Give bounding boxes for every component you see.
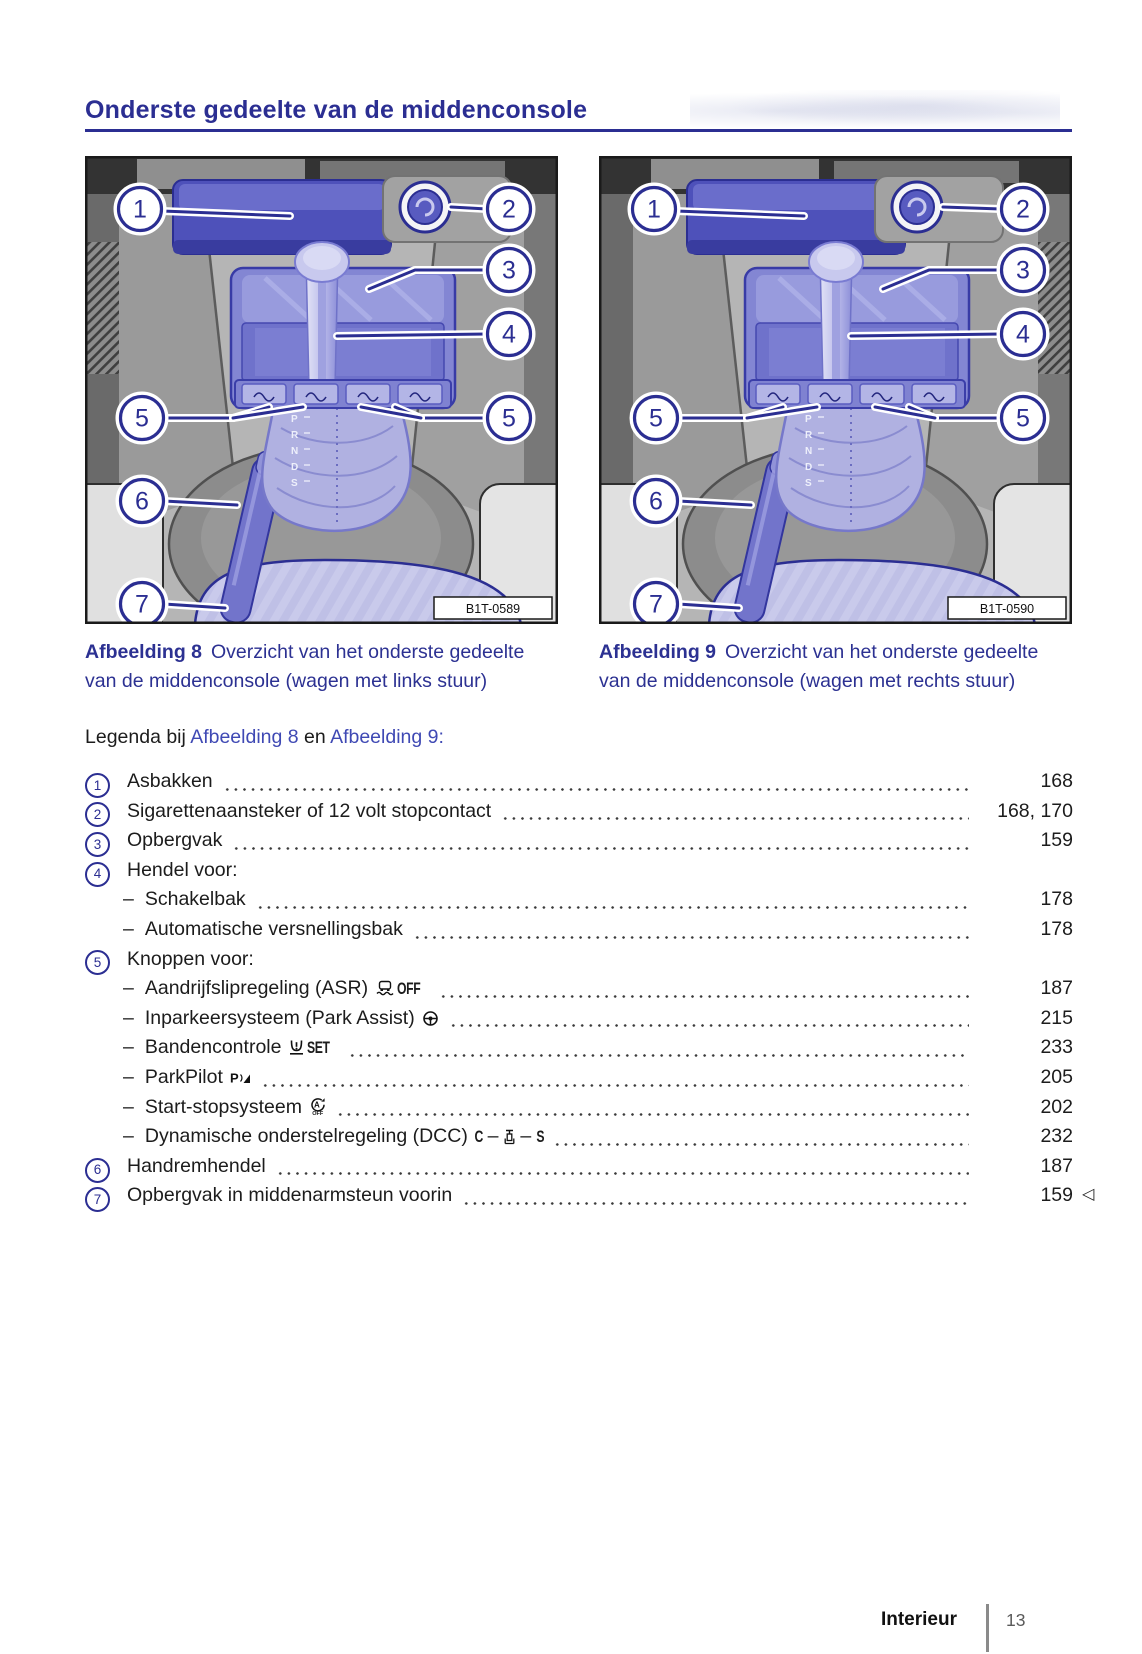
- legend-item-number-badge: 6: [85, 1158, 110, 1183]
- section-end-triangle: ◁: [1082, 1184, 1095, 1204]
- figure-8-caption: [85, 638, 558, 696]
- legend-row: [85, 800, 1073, 830]
- legend-item-icons: [375, 977, 429, 1000]
- svg-text:4: 4: [1016, 320, 1030, 349]
- dotted-leader: [276, 1169, 969, 1178]
- svg-text:1: 1: [133, 195, 147, 224]
- legend-page-reference: 178: [1040, 917, 1073, 940]
- legend-row: [85, 918, 1073, 948]
- legend-dash-bullet: –: [123, 1125, 134, 1148]
- dotted-leader: [232, 844, 969, 853]
- legend-row: [85, 829, 1073, 859]
- legend-page-reference: 233: [1040, 1036, 1073, 1059]
- svg-text:N: N: [291, 446, 299, 457]
- legend-page-reference: 159 ◁: [1040, 1184, 1095, 1207]
- legend-item-number-badge: 4: [85, 862, 110, 887]
- legend-dash-bullet: –: [123, 1065, 134, 1088]
- svg-text:3: 3: [502, 256, 516, 285]
- svg-text:5: 5: [502, 404, 516, 433]
- legend-item-number-badge: 1: [85, 773, 110, 798]
- legend-item-label: Automatische versnellingsbak: [144, 917, 403, 940]
- legend-item-label: Asbakken: [127, 770, 213, 792]
- asr-text-label: OFF: [397, 980, 421, 999]
- legend-row: [85, 948, 1073, 978]
- svg-text:R: R: [291, 430, 299, 441]
- svg-text:B1T-0589: B1T-0589: [465, 602, 521, 616]
- svg-text:5: 5: [135, 404, 149, 433]
- legend-page-reference: 168, 170: [997, 799, 1073, 822]
- legend-item-icons: C – – S: [474, 1125, 544, 1148]
- svg-text:6: 6: [135, 487, 149, 516]
- legend-list: [85, 770, 1095, 1214]
- legend-item-number-badge: 5: [85, 950, 110, 975]
- svg-text:B1T-0590: B1T-0590: [979, 602, 1035, 616]
- legend-item-label: Hendel voor:: [127, 858, 238, 881]
- legend-item-label: Aandrijfslipregeling (ASR): [144, 977, 369, 1000]
- svg-text:P: P: [229, 1070, 239, 1086]
- parkpilot-icon: [230, 1070, 251, 1086]
- legend-item-number-badge: 2: [85, 802, 110, 827]
- figure-9-reference-link[interactable]: Afbeelding 9:: [330, 726, 444, 748]
- page-title: Onderste gedeelte van de middenconsole: [85, 96, 588, 124]
- legend-dash-bullet: –: [123, 977, 134, 1000]
- legend-row: [85, 770, 1073, 800]
- figure-9-caption: [599, 638, 1072, 696]
- legend-row: [85, 1066, 1073, 1096]
- legend-item-label: Sigarettenaansteker of 12 volt stopcontact: [127, 799, 492, 822]
- legend-item-label: Opbergvak in middenarmsteun voorin: [127, 1184, 453, 1207]
- scan-smudge: [690, 90, 1060, 128]
- svg-text:P: P: [805, 414, 812, 425]
- legend-dash-bullet: –: [123, 917, 134, 940]
- dotted-leader: [223, 785, 969, 794]
- legend-item-icons: [422, 1007, 439, 1030]
- dotted-leader: [261, 1081, 969, 1090]
- svg-text:S: S: [805, 478, 812, 489]
- legend-page-reference: 187: [1040, 1154, 1073, 1177]
- svg-text:2: 2: [1016, 195, 1030, 224]
- legend-dash-bullet: –: [123, 1006, 134, 1029]
- svg-text:N: N: [805, 446, 813, 457]
- dotted-leader: [256, 903, 969, 912]
- svg-text:7: 7: [135, 590, 149, 619]
- damper-icon: [504, 1129, 515, 1145]
- dotted-leader: [553, 1140, 969, 1149]
- legend-row: [85, 1155, 1073, 1185]
- legend-item-icons: [288, 1036, 338, 1059]
- tpms-text-label: SET: [307, 1039, 331, 1058]
- svg-text:D: D: [805, 462, 813, 473]
- legend-row: [85, 1007, 1073, 1037]
- svg-text:4: 4: [502, 320, 516, 349]
- svg-text:1: 1: [647, 195, 661, 224]
- dotted-leader: [439, 992, 969, 1001]
- dcc-comfort-label: C: [474, 1128, 483, 1147]
- legend-page-reference: 202: [1040, 1095, 1073, 1118]
- legend-row: [85, 859, 1073, 889]
- legend-row: [85, 1125, 1073, 1155]
- legend-item-label: Bandencontrole: [144, 1036, 282, 1059]
- legend-item-label: Schakelbak: [144, 888, 246, 911]
- figure-8-illustration: [85, 156, 558, 624]
- footer-section-title: Interieur: [880, 1609, 957, 1630]
- dotted-leader: [501, 814, 969, 823]
- legend-dash-bullet: –: [123, 1095, 134, 1118]
- asr-off-icon: [375, 980, 395, 997]
- svg-text:OFF: OFF: [312, 1110, 324, 1116]
- legend-item-label: Opbergvak: [127, 829, 223, 852]
- svg-text:6: 6: [649, 487, 663, 516]
- legend-row: [85, 977, 1073, 1007]
- legend-item-icons: [230, 1066, 251, 1089]
- legend-header-prefix: Legenda bij: [85, 726, 191, 748]
- figure-8-caption-label: Afbeelding 8: [85, 641, 203, 663]
- legend-item-icons: [309, 1096, 326, 1119]
- legend-row: [85, 1184, 1095, 1214]
- figure-8-caption-text: Overzicht van het onderste gedeelte van de middenconsole (wagen met links stuur): [85, 641, 525, 692]
- legend-page-reference: 159: [1040, 829, 1073, 852]
- dotted-leader: [462, 1199, 969, 1208]
- dotted-leader: [413, 933, 969, 942]
- svg-text:A: A: [314, 1100, 320, 1110]
- legend-item-number-badge: 3: [85, 832, 110, 857]
- legend-row: [85, 888, 1073, 918]
- footer-page-number: 13: [1006, 1610, 1026, 1630]
- svg-text:2: 2: [502, 195, 516, 224]
- legend-header-middle: en: [298, 726, 331, 748]
- svg-text:5: 5: [649, 404, 663, 433]
- legend-item-label: Knoppen voor:: [127, 947, 254, 970]
- legend-item-label: Inparkeersysteem (Park Assist): [144, 1006, 415, 1029]
- legend-page-reference: 187: [1040, 977, 1073, 1000]
- svg-text:R: R: [805, 430, 813, 441]
- legend-dash-bullet: –: [123, 888, 134, 911]
- dcc-sport-label: S: [535, 1128, 544, 1147]
- start-stop-icon: [309, 1097, 326, 1116]
- figure-9-illustration: [599, 156, 1072, 624]
- legend-item-label: ParkPilot: [144, 1065, 223, 1088]
- legend-dash-bullet: –: [123, 1036, 134, 1059]
- legend-item-label: Handremhendel: [127, 1154, 266, 1177]
- svg-text:P: P: [291, 414, 298, 425]
- dotted-leader: [336, 1110, 969, 1119]
- figure-9-caption-label: Afbeelding 9: [599, 641, 717, 663]
- figure-8-reference-link[interactable]: Afbeelding 8: [190, 726, 299, 748]
- legend-page-reference: 232: [1040, 1125, 1073, 1148]
- footer-divider: [986, 1604, 989, 1652]
- svg-text:D: D: [291, 462, 299, 473]
- legend-item-label: Dynamische onderstelregeling (DCC): [144, 1125, 468, 1148]
- dotted-leader: [348, 1051, 969, 1060]
- legend-header: [85, 726, 444, 749]
- svg-text:S: S: [291, 478, 298, 489]
- title-underline: [85, 129, 1072, 132]
- legend-item-number-badge: 7: [85, 1187, 110, 1212]
- figure-9-caption-text: Overzicht van het onderste gedeelte van de middenconsole (wagen met rechts stuur): [599, 641, 1039, 692]
- svg-text:3: 3: [1016, 256, 1030, 285]
- legend-page-reference: 168: [1040, 770, 1073, 792]
- legend-row: [85, 1036, 1073, 1066]
- dotted-leader: [449, 1021, 969, 1030]
- svg-text:7: 7: [649, 590, 663, 619]
- legend-row: [85, 1096, 1073, 1126]
- legend-page-reference: 215: [1040, 1006, 1073, 1029]
- park-assist-icon: [422, 1010, 439, 1027]
- tire-pressure-icon: [288, 1039, 305, 1056]
- legend-item-label: Start-stopsysteem: [144, 1095, 302, 1118]
- legend-page-reference: 178: [1040, 888, 1073, 911]
- legend-page-reference: 205: [1040, 1065, 1073, 1088]
- svg-text:5: 5: [1016, 404, 1030, 433]
